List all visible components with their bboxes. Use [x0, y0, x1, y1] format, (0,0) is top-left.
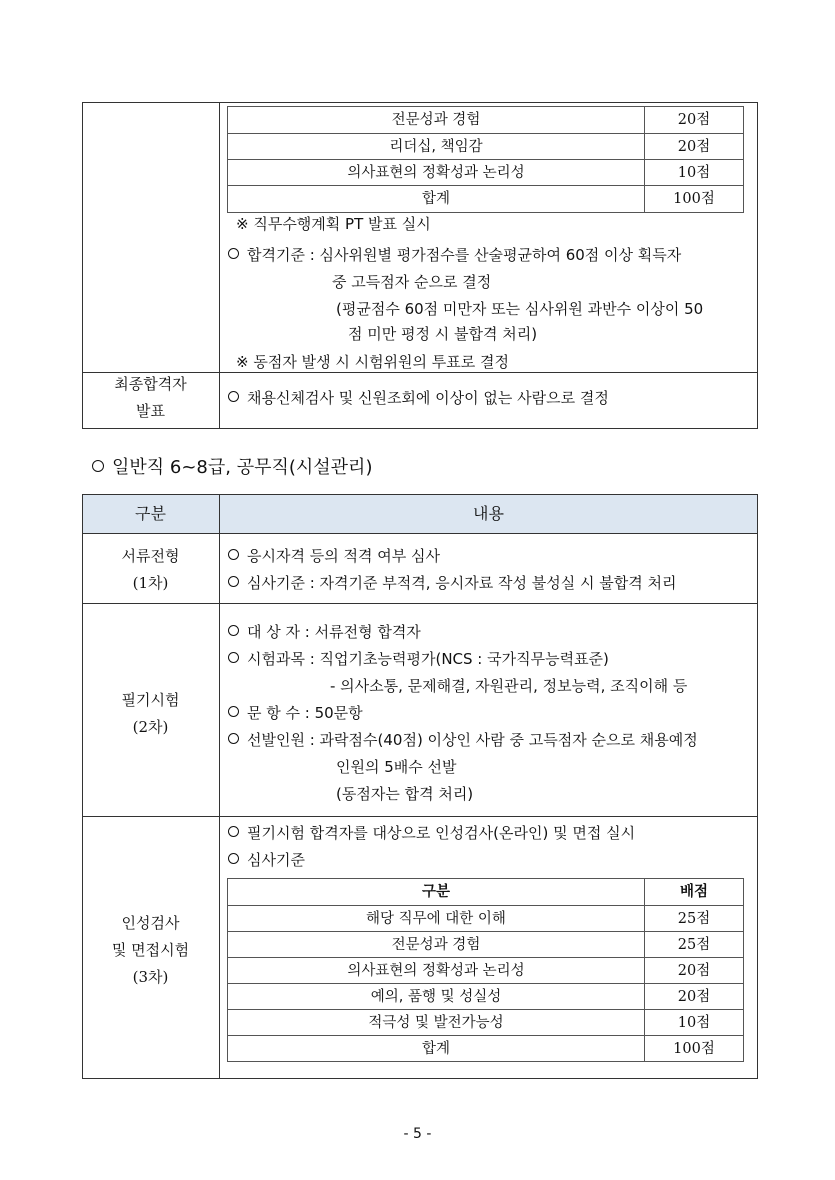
header-content: 내용 [473, 504, 504, 523]
circle-bullet-icon [228, 576, 239, 587]
circle-bullet-icon [92, 460, 104, 472]
top-score-table [227, 106, 744, 213]
table-row: 해당 직무에 대한 이해 25점 [228, 905, 743, 932]
page-number: - 5 - [403, 1126, 432, 1142]
final-label: 최종합격자 [114, 375, 187, 393]
final-label: 발표 [136, 402, 165, 420]
pass-criteria: 합격기준 : 심사위원별 평가점수를 산술평균하여 60점 이상 획득자 [228, 245, 681, 265]
table-header: 구분 배점 [228, 879, 743, 905]
circle-bullet-icon [228, 706, 239, 717]
list-item: 응시자격 등의 적격 여부 심사 [228, 546, 440, 566]
circle-bullet-icon [228, 652, 239, 663]
list-item: 심사기준 : 자격기준 부적격, 응시자료 작성 불성실 시 불합격 처리 [228, 573, 676, 593]
section-title: 일반직 6~8급, 공무직(시설관리) [92, 456, 372, 480]
circle-bullet-icon [228, 826, 239, 837]
circle-bullet-icon [228, 625, 239, 636]
list-item: 심사기준 [228, 850, 305, 870]
list-item: 대 상 자 : 서류전형 합격자 [228, 622, 421, 642]
table-row: 의사표현의 정확성과 논리성 20점 [228, 957, 743, 984]
stage-label: (2차) [132, 718, 169, 736]
circle-bullet-icon [228, 853, 239, 864]
circle-bullet-icon [228, 733, 239, 744]
stage-label: (3차) [132, 968, 169, 986]
list-item: (동점자는 합격 처리) [336, 785, 474, 803]
table-row: 합계 100점 [228, 185, 743, 212]
header-category: 구분 [135, 504, 166, 523]
pt-note: ※ 직무수행계획 PT 발표 실시 [236, 215, 431, 233]
table-row: 적극성 및 발전가능성 10점 [228, 1009, 743, 1036]
stage-label: (1차) [132, 574, 169, 592]
circle-bullet-icon [228, 549, 239, 560]
table-row: 리더십, 책임감 20점 [228, 133, 743, 160]
pass-criteria-line: 중 고득점자 순으로 결정 [332, 273, 492, 291]
stage-label: 필기시험 [121, 691, 180, 709]
table-row: 합계 100점 [228, 1035, 743, 1062]
table-row: 의사표현의 정확성과 논리성 10점 [228, 159, 743, 186]
list-item: 인원의 5배수 선발 [336, 758, 457, 776]
list-item: 선발인원 : 과락점수(40점) 이상인 사람 중 고득점자 순으로 채용예정 [228, 730, 698, 750]
stage-label: 서류전형 [121, 547, 180, 565]
pass-criteria-line: (평균점수 60점 미만자 또는 심사위원 과반수 이상이 50 [336, 300, 704, 318]
final-text: 채용신체검사 및 신원조회에 이상이 없는 사람으로 결정 [228, 388, 609, 408]
circle-bullet-icon [228, 248, 239, 259]
stage-label: 인성검사 [121, 914, 180, 932]
list-item: 시험과목 : 직업기초능력평가(NCS : 국가직무능력표준) [228, 649, 609, 669]
table-row: 전문성과 경험 20점 [228, 107, 743, 133]
interview-score-table [227, 878, 744, 1062]
stage-label: 및 면접시험 [111, 941, 190, 959]
list-item: 문 항 수 : 50문항 [228, 703, 363, 723]
pass-criteria-line: 점 미만 평정 시 불합격 처리) [348, 325, 538, 343]
list-item: 필기시험 합격자를 대상으로 인성검사(온라인) 및 면접 실시 [228, 823, 635, 843]
table-row: 예의, 품행 및 성실성 20점 [228, 983, 743, 1010]
table-row: 전문성과 경험 25점 [228, 931, 743, 958]
list-item: - 의사소통, 문제해결, 자원관리, 정보능력, 조직이해 등 [330, 677, 688, 695]
tie-note: ※ 동점자 발생 시 시험위원의 투표로 결정 [236, 353, 510, 371]
circle-bullet-icon [228, 391, 239, 402]
